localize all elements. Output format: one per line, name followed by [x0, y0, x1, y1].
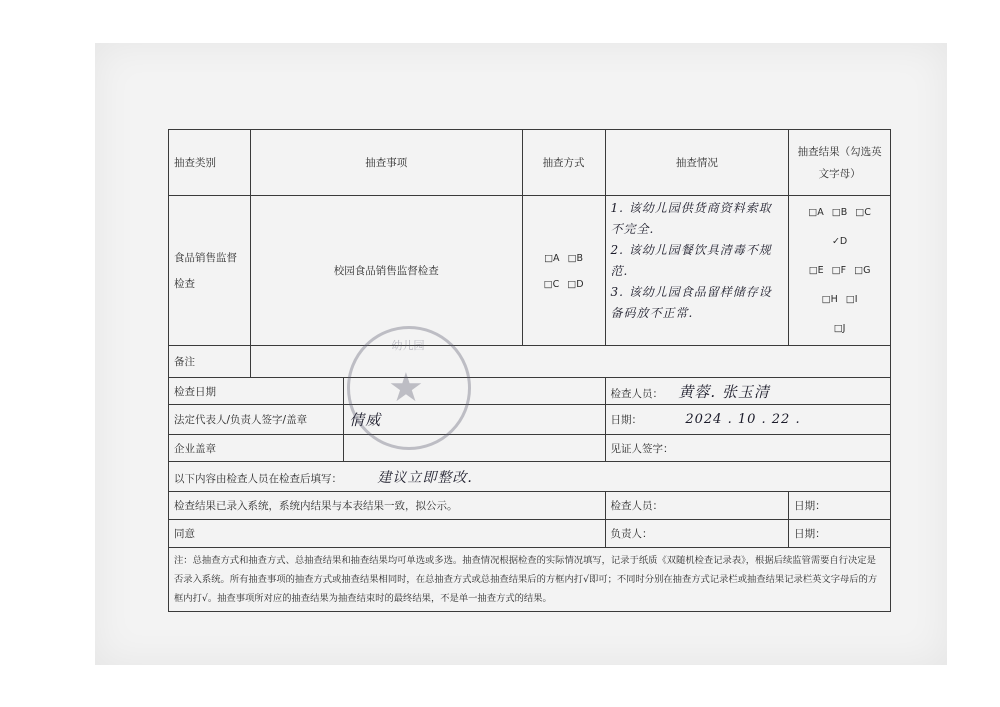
entered-label: 检查结果已录入系统，系统内结果与本表结果一致，拟公示。	[169, 492, 606, 520]
result-e[interactable]: □E	[808, 265, 824, 276]
result-f[interactable]: □F	[831, 265, 847, 276]
finding-1: 1. 该幼儿园供货商资料索取不完全.	[610, 201, 772, 236]
finding-2: 2. 该幼儿园餐饮具清毒不规范.	[610, 243, 772, 278]
entered-date: 日期：	[789, 492, 891, 520]
date-label: 检查日期	[169, 378, 344, 405]
post-value: 建议立即整改.	[377, 469, 473, 486]
date-field-label: 日期：	[610, 414, 643, 426]
seal-text: 幼儿园	[391, 339, 425, 352]
result-c[interactable]: □C	[855, 207, 871, 218]
seal-field[interactable]	[344, 435, 605, 462]
result-j[interactable]: □J	[833, 323, 846, 334]
seal-star-icon: ★	[388, 365, 424, 411]
legal-label: 法定代表人/负责人签字/盖章	[169, 405, 344, 435]
header-item: 抽查事项	[250, 130, 522, 196]
row-category: 食品销售监督检查	[169, 196, 251, 346]
method-a[interactable]: □A	[544, 252, 560, 264]
inspector-label: 检查人员：	[610, 387, 664, 400]
header-category: 抽查类别	[169, 130, 251, 196]
legal-signature: 倩威	[349, 411, 382, 429]
result-h[interactable]: □H	[821, 294, 838, 305]
row-item: 校园食品销售监督检查	[250, 196, 522, 346]
result-g[interactable]: □G	[854, 265, 871, 276]
remarks-field[interactable]	[250, 346, 890, 378]
inspection-form	[168, 129, 891, 604]
result-options	[789, 196, 891, 346]
inspector-signature: 黄蓉. 张玉清	[678, 382, 770, 401]
footnote: 注：总抽查方式和抽查方式、总抽查结果和抽查结果均可单选或多选。抽查情况根据检查的实际情况填写，记录于纸质《双随机检查记录表》，根据后续监管需要自行决定是否录入系统。所有抽查事项的抽查方式或抽查结果相同时，在总抽查方式或总抽查结果后的方框内打√即可；不同时分别在抽查方式记录栏或抽查结果记录栏英文字母后的方框内打√。抽查事项所对应的抽查结果为抽查结束时的最终结果，不是单一抽查方式的结果。	[169, 548, 891, 612]
approve-date: 日期：	[789, 520, 891, 548]
result-i[interactable]: □I	[845, 294, 858, 305]
form-table	[168, 129, 891, 612]
date-field[interactable]	[344, 378, 605, 405]
findings-cell	[605, 196, 789, 346]
seal-label: 企业盖章	[169, 435, 344, 462]
witness-label: 见证人签字：	[605, 435, 890, 462]
date-value: 2024 . 10 . 22 .	[685, 412, 801, 427]
post-label: 以下内容由检查人员在检查后填写：	[174, 472, 342, 485]
approve-label: 同意	[169, 520, 606, 548]
date-cell	[605, 405, 890, 435]
result-b[interactable]: □B	[831, 207, 848, 218]
method-d[interactable]: □D	[567, 278, 584, 290]
method-c[interactable]: □C	[543, 278, 560, 290]
header-findings: 抽查情况	[605, 130, 789, 196]
header-method: 抽查方式	[522, 130, 605, 196]
method-b[interactable]: □B	[567, 252, 584, 264]
finding-3: 3. 该幼儿园食品留样储存设备码放不正常.	[610, 285, 772, 320]
method-options	[522, 196, 605, 346]
post-cell	[169, 462, 891, 492]
result-d[interactable]: ✓D	[831, 236, 848, 247]
entered-inspector: 检查人员：	[605, 492, 789, 520]
legal-field[interactable]	[344, 405, 605, 435]
remarks-label: 备注	[169, 346, 251, 378]
inspector-cell	[605, 378, 890, 405]
result-a[interactable]: □A	[808, 207, 824, 218]
responsible-label: 负责人：	[605, 520, 789, 548]
header-results: 抽查结果（勾选英文字母）	[789, 130, 891, 196]
